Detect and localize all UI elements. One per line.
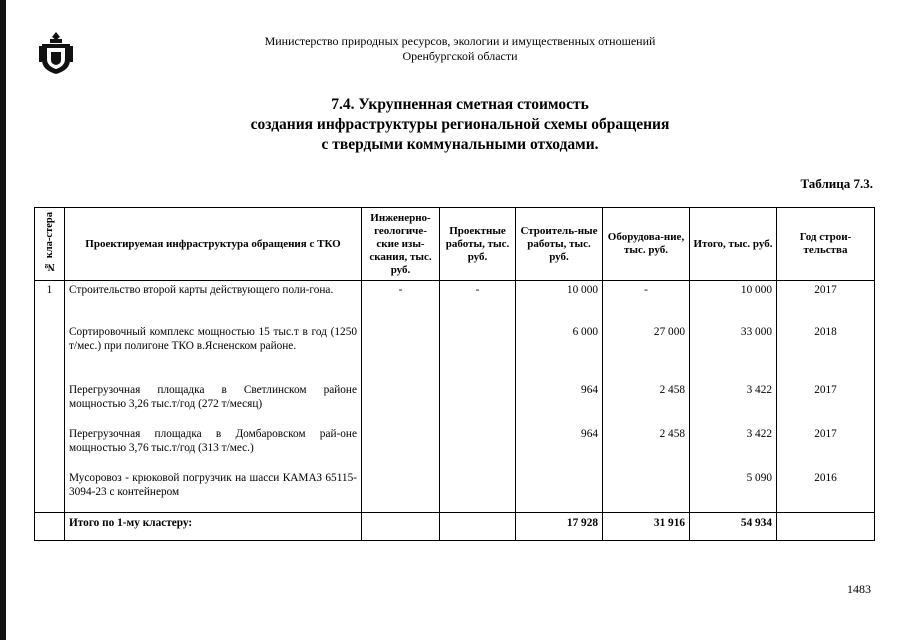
header-infrastructure: Проектируемая инфраструктура обращения с ТКО: [65, 208, 362, 281]
row-construction: 964: [516, 383, 603, 427]
row-engineering: -: [362, 281, 440, 325]
section-title: [150, 95, 770, 155]
row-name: Перегрузочная площадка в Домбаровском рай-оне мощностью 3,76 тыс.т/год (313 т/мес.): [65, 427, 362, 471]
header-construction: Строитель-ные работы, тыс. руб.: [516, 208, 603, 281]
row-design: [440, 427, 516, 471]
cost-table: [34, 207, 875, 541]
cluster-number: 1: [35, 281, 65, 325]
row-year: 2018: [777, 325, 875, 383]
row-year: 2016: [777, 471, 875, 513]
table-row: [35, 471, 875, 513]
title-line-2: создания инфраструктуры региональной схемы обращения: [250, 116, 670, 133]
row-name: Сортировочный комплекс мощностью 15 тыс.т в год (1250 т/мес.) при полигоне ТКО в.Ясненском районе.: [65, 325, 362, 383]
row-design: -: [440, 281, 516, 325]
row-design: [440, 471, 516, 513]
total-construction: 17 928: [516, 513, 603, 541]
table-row: [35, 325, 875, 383]
scan-edge: [0, 0, 6, 640]
row-total: 33 000: [690, 325, 777, 383]
coat-of-arms-icon: [38, 30, 74, 76]
row-equipment: 2 458: [603, 427, 690, 471]
row-design: [440, 383, 516, 427]
row-total: 5 090: [690, 471, 777, 513]
row-engineering: [362, 383, 440, 427]
ministry-line-1: Министерство природных ресурсов, экологии и имущественных отношений: [264, 34, 656, 48]
row-total: 3 422: [690, 383, 777, 427]
row-engineering: [362, 427, 440, 471]
row-equipment: 2 458: [603, 383, 690, 427]
row-design: [440, 325, 516, 383]
table-row: [35, 383, 875, 427]
table-row: [35, 427, 875, 471]
table-row: [35, 281, 875, 325]
table-label: Таблица 7.3.: [800, 176, 873, 191]
total-equipment: 31 916: [603, 513, 690, 541]
row-construction: 6 000: [516, 325, 603, 383]
row-construction: 964: [516, 427, 603, 471]
ministry-line-2: Оренбургской области: [402, 49, 518, 63]
row-equipment: 27 000: [603, 325, 690, 383]
total-total: 54 934: [690, 513, 777, 541]
header-year: Год строи-тельства: [777, 208, 875, 281]
row-name: Перегрузочная площадка в Светлинском районе мощностью 3,26 тыс.т/год (272 т/месяц): [65, 383, 362, 427]
row-construction: [516, 471, 603, 513]
row-total: 10 000: [690, 281, 777, 325]
total-label: Итого по 1-му кластеру:: [65, 513, 362, 541]
title-line-1: 7.4. Укрупненная сметная стоимость: [331, 96, 589, 113]
page-number: 1483: [847, 582, 871, 596]
ministry-header: [200, 34, 720, 64]
row-construction: 10 000: [516, 281, 603, 325]
row-name: Строительство второй карты действующего поли-гона.: [65, 281, 362, 325]
row-engineering: [362, 325, 440, 383]
total-row: [35, 513, 875, 541]
row-year: 2017: [777, 427, 875, 471]
row-name: Мусоровоз - крюковой погрузчик на шасси КАМАЗ 65115-3094-23 с контейнером: [65, 471, 362, 513]
row-equipment: [603, 471, 690, 513]
row-year: 2017: [777, 281, 875, 325]
header-total: Итого, тыс. руб.: [690, 208, 777, 281]
row-equipment: -: [603, 281, 690, 325]
table-header-row: [35, 208, 875, 281]
title-line-3: с твердыми коммунальными отходами.: [321, 136, 599, 153]
row-year: 2017: [777, 383, 875, 427]
header-design: Проектные работы, тыс. руб.: [440, 208, 516, 281]
header-equipment: Оборудова-ние, тыс. руб.: [603, 208, 690, 281]
header-cluster: № кла-стера: [35, 208, 65, 281]
row-engineering: [362, 471, 440, 513]
row-total: 3 422: [690, 427, 777, 471]
header-engineering: Инженерно-геологиче-ские изы-скания, тыс. руб.: [362, 208, 440, 281]
